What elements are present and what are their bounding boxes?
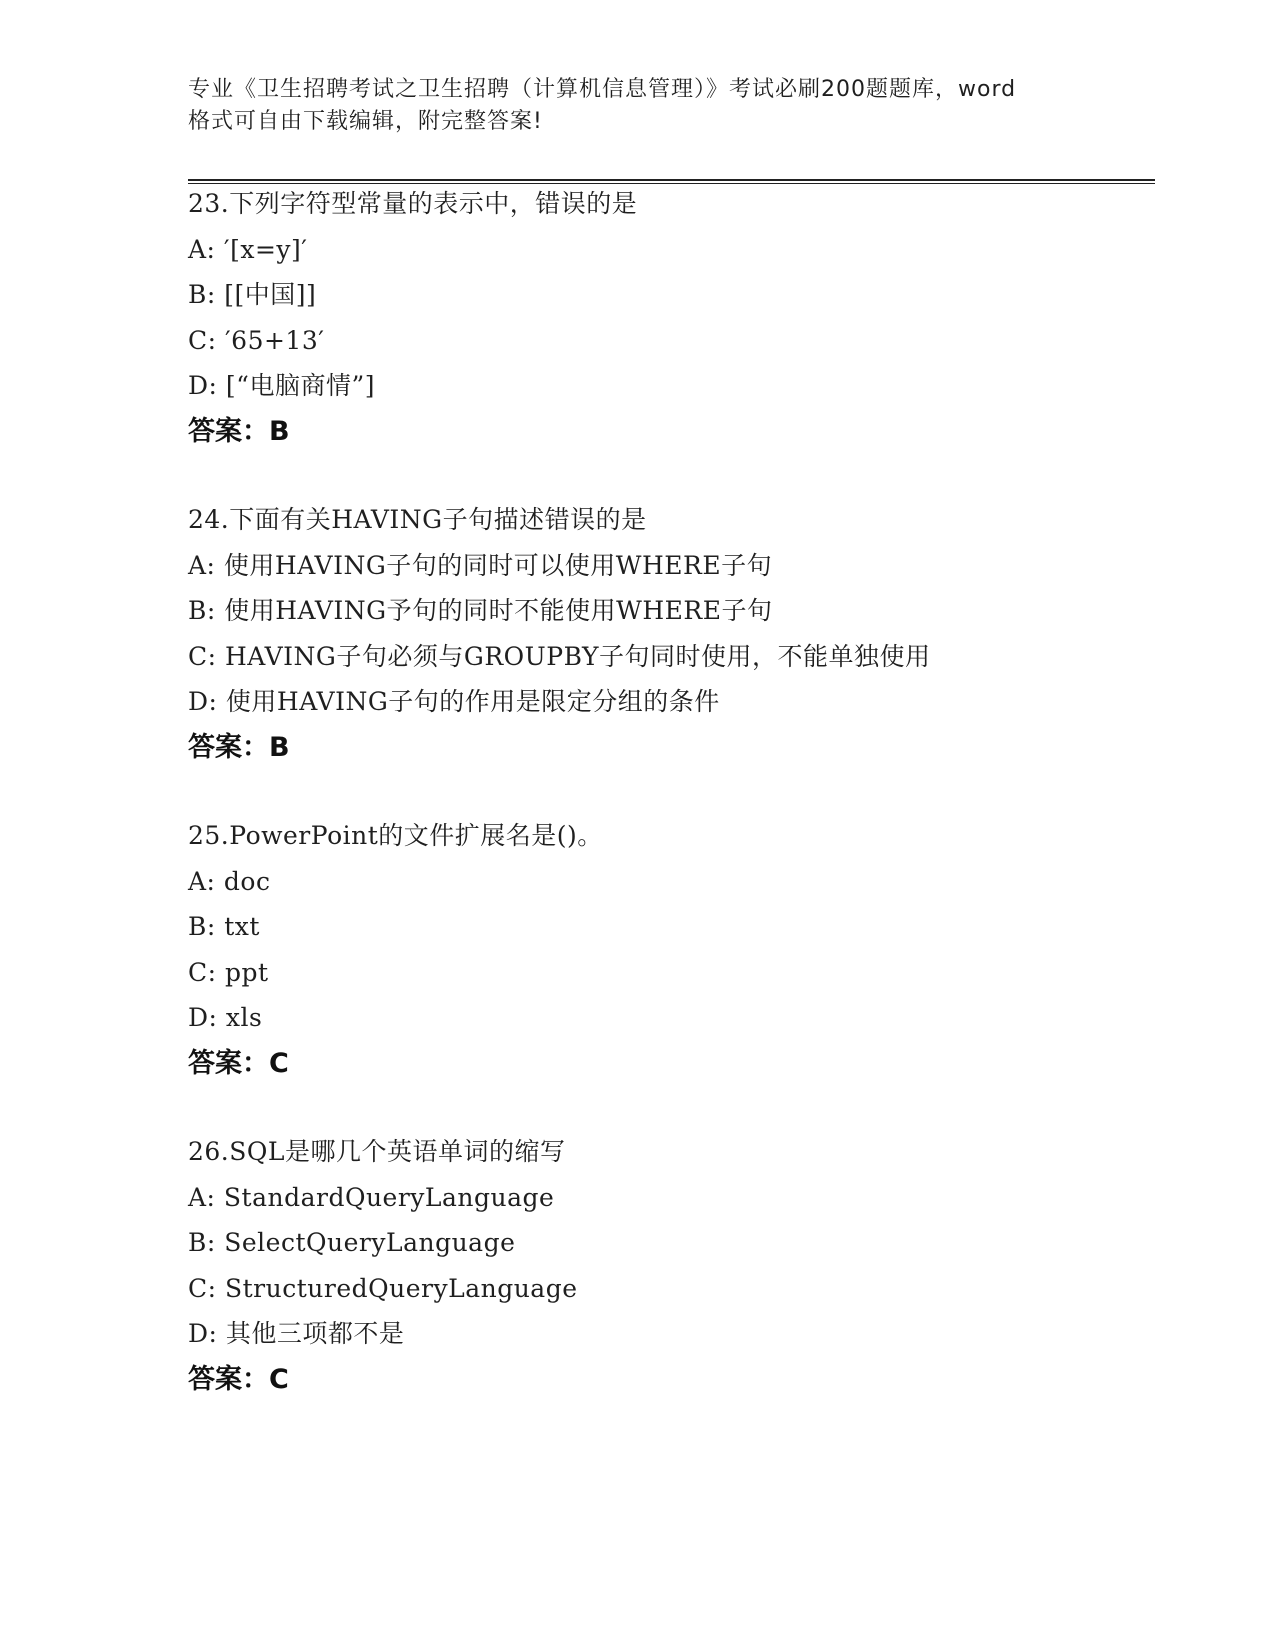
- question-23: [188, 181, 1188, 455]
- option-b: B: txt: [188, 912, 260, 942]
- question-26: [188, 1129, 1188, 1403]
- option-d: D: [“电脑商情”]: [188, 371, 375, 401]
- answer-label: 答案：C: [188, 1047, 289, 1079]
- option-d: D: 其他三项都不是: [188, 1319, 405, 1349]
- option-d: D: xls: [188, 1003, 263, 1033]
- option-c: C: ′65+13′: [188, 325, 325, 355]
- option-a: A: StandardQueryLanguage: [188, 1182, 555, 1212]
- option-c: C: ppt: [188, 957, 269, 987]
- option-c: C: StructuredQueryLanguage: [188, 1273, 578, 1303]
- question-24: [188, 497, 1188, 771]
- header-line-1: 专业《卫生招聘考试之卫生招聘（计算机信息管理）》考试必刷200题题库，word: [188, 77, 1017, 102]
- option-b: B: SelectQueryLanguage: [188, 1228, 516, 1258]
- question-25: [188, 813, 1188, 1087]
- question-stem: 25.PowerPoint的文件扩展名是()。: [188, 821, 603, 850]
- option-a: A: ′[x=y]′: [188, 234, 308, 264]
- option-c: C: HAVING子句必须与GROUPBY子句同时使用，不能单独使用: [188, 641, 931, 671]
- option-a: A: doc: [188, 866, 271, 896]
- answer-label: 答案：B: [188, 731, 290, 763]
- option-b: B: 使用HAVING予句的同时不能使用WHERE子句: [188, 596, 773, 626]
- header-line-2: 格式可自由下载编辑，附完整答案!: [188, 109, 543, 134]
- document-header: [188, 74, 1088, 138]
- question-stem: 26.SQL是哪几个英语单词的缩写: [188, 1137, 566, 1166]
- question-stem: 24.下面有关HAVING子句描述错误的是: [188, 505, 647, 534]
- option-d: D: 使用HAVING子句的作用是限定分组的条件: [188, 687, 720, 717]
- option-b: B: [[中国]]: [188, 280, 317, 310]
- question-stem: 23.下列字符型常量的表示中，错误的是: [188, 189, 638, 218]
- option-a: A: 使用HAVING子句的同时可以使用WHERE子句: [188, 550, 773, 580]
- answer-label: 答案：C: [188, 1363, 289, 1395]
- answer-label: 答案：B: [188, 415, 290, 447]
